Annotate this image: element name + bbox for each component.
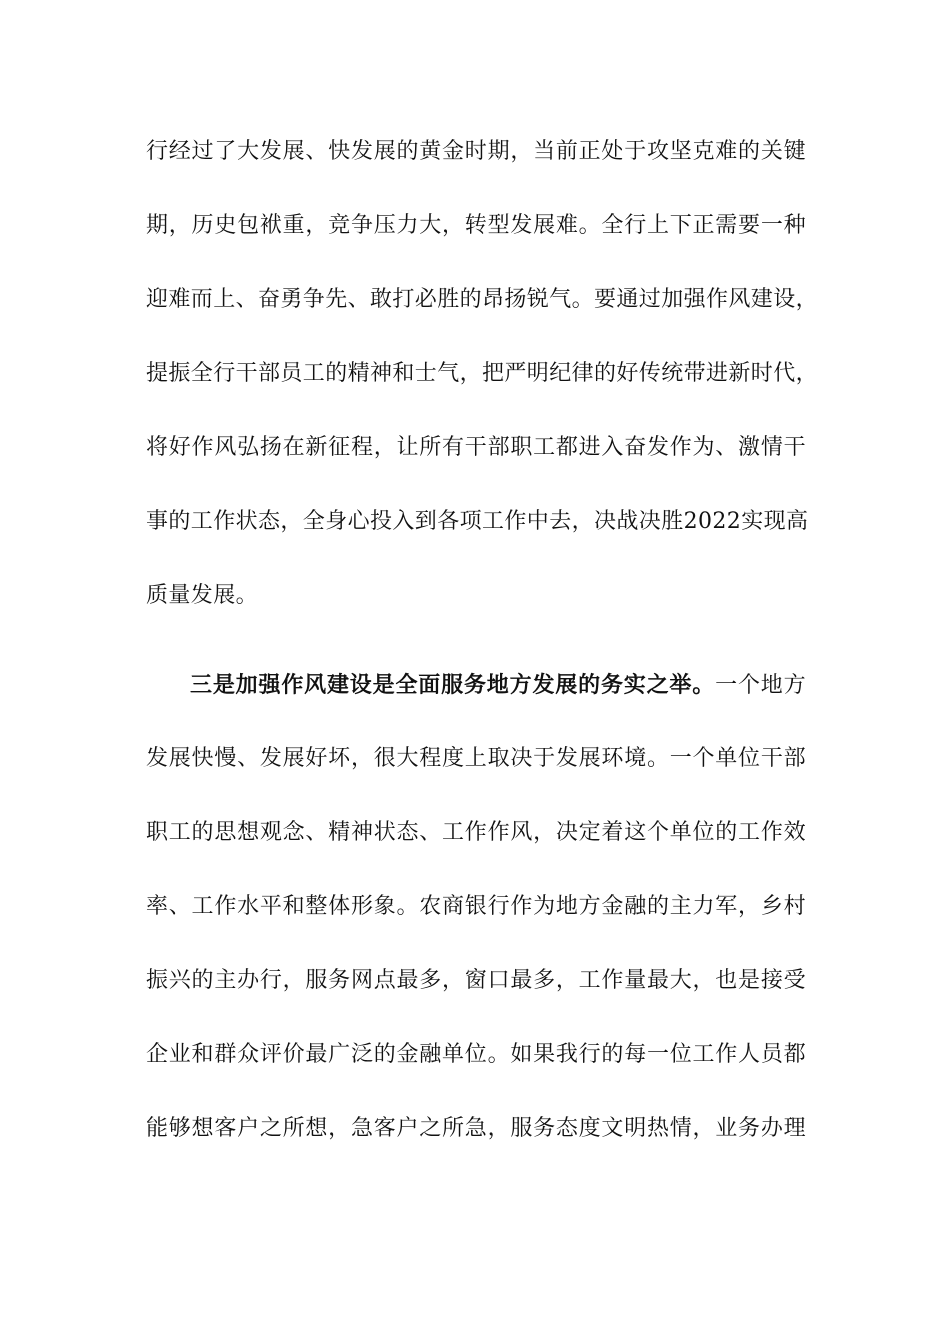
paragraph-first-line xyxy=(190,665,806,705)
paragraph-line: 发展快慢、发展好坏，很大程度上取决于发展环境。一个单位干部 xyxy=(146,746,806,771)
paragraph-text: 一个地方 xyxy=(715,673,807,698)
paragraph-line: 迎难而上、奋勇争先、敢打必胜的昂扬锐气。要通过加强作风建设， xyxy=(146,287,819,312)
paragraph-heading: 三是加强作风建设是全面服务地方发展的务实之举。 xyxy=(190,672,716,698)
paragraph-line: 事的工作状态，全身心投入到各项工作中去，决战决胜2022实现高 xyxy=(146,509,809,534)
paragraph-line: 将好作风弘扬在新征程，让所有干部职工都进入奋发作为、激情干 xyxy=(146,435,806,460)
paragraph-line: 提振全行干部员工的精神和士气，把严明纪律的好传统带进新时代， xyxy=(146,361,819,386)
paragraph-line: 质量发展。 xyxy=(146,583,259,608)
paragraph-line: 率、工作水平和整体形象。农商银行作为地方金融的主力军，乡村 xyxy=(146,894,806,919)
paragraph-line: 能够想客户之所想，急客户之所急，服务态度文明热情，业务办理 xyxy=(146,1116,806,1141)
paragraph-line: 职工的思想观念、精神状态、工作作风，决定着这个单位的工作效 xyxy=(146,820,806,845)
paragraph-line: 企业和群众评价最广泛的金融单位。如果我行的每一位工作人员都 xyxy=(146,1042,806,1067)
paragraph-line: 行经过了大发展、快发展的黄金时期，当前正处于攻坚克难的关键 xyxy=(146,139,806,164)
paragraph-line: 振兴的主办行，服务网点最多，窗口最多，工作量最大，也是接受 xyxy=(146,968,806,993)
paragraph-line: 期，历史包袱重，竞争压力大，转型发展难。全行上下正需要一种 xyxy=(146,213,806,238)
